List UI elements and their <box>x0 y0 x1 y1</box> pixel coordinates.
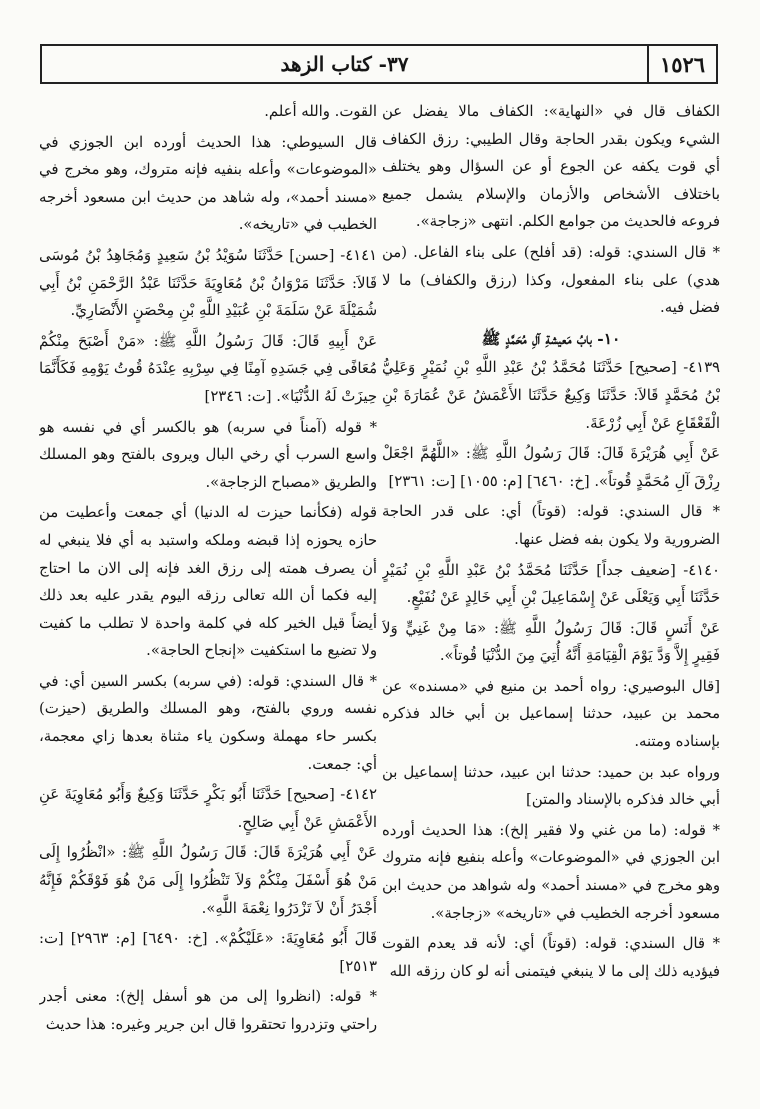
paragraph: [قال البوصيري: رواه أحمد بن منيع في «مسنده» عن محمد بن عبيد، حدثنا إسماعيل بن أبي خالد فذكره بإسناده ومتنه. <box>382 677 720 751</box>
paragraph: * قوله (آمناً في سربه) هو بالكسر أي في نفسه هو واسع السرب أي رخي البال ويروى بالفتح وهو المسلك والطريق «مصباح الزجاجة». <box>39 418 377 491</box>
page-header <box>40 44 718 84</box>
paragraph: * قال السندي: قوله: (في سربه) بكسر السين أي: في نفسه وروي بالفتح، وهو المسلك والطريق (حيزت) بكسر حاء مهملة وسكون ياء مثناة بعدها زاي معجمة، أي: جمعت. <box>39 672 377 773</box>
paragraph: القوت. والله أعلم. <box>264 103 377 120</box>
paragraph: * قال السندي: قوله: (قد أفلح) على بناء الفاعل. (من هدي) على بناء المفعول، وكذا (رزق والكفاف) ما لا فضل فيه. <box>382 243 720 317</box>
paragraph: قال السيوطي: هذا الحديث أورده ابن الجوزي في «الموضوعات» وأعله بنفيه فإنه متروك، وهو مخرج في «مسند أحمد»، وله شاهد من حديث ابن مسعود أخرجه الخطيب في «تاريخه». <box>39 133 377 234</box>
paragraph: الكفاف قال في «النهاية»: الكفاف مالا يفضل عن الشيء ويكون بقدر الحاجة وقال الطيبي: رزق الكفاف أي قوت يكفه عن الجوع أو عن السؤال وهو يختلف باختلاف الأشخاص والأزمان والإسلام يشمل جميع فروعه فالحديث من جوامع الكلم. انتهى «زجاجة». <box>382 103 720 231</box>
hadith-text: عَنْ أَبِيهِ قَالَ: قَالَ رَسُولُ اللَّهِ ﷺ: «مَنْ أَصْبَحَ مِنْكُمْ مُعَافًى فِي جَسَدِهِ آمِنًا فِي سِرْبِهِ عِنْدَهُ قُوتُ يَوْمِهِ فَكَأَنَّمَا حِيزَتْ لَهُ الدُّنْيَا». [ت: ٢٣٤٦] <box>39 332 377 405</box>
chapter-title: ٣٧- كتاب الزهد <box>280 52 409 76</box>
left-column <box>39 98 377 1098</box>
hadith-chain: ٤١٣٩- [صحيح] حَدَّثَنَا مُحَمَّدُ بْنُ عَبْدِ اللَّهِ بْنِ نُمَيْرٍ وَعَلِيُّ بْنُ مُحَمَّدٍ قَالاَ: حَدَّثَنَا وَكِيعٌ حَدَّثَنَا الأَعْمَشُ عَنْ عُمَارَةَ بْنِ الْقَعْقَاعِ عَنْ أَبِي زُرْعَةَ. <box>382 359 720 432</box>
paragraph: قَالَ أَبُو مُعَاوِيَةَ: «عَلَيْكُمْ». [خ: ٦٤٩٠] [م: ٢٩٦٣] [ت: ٢٥١٣] <box>39 930 377 975</box>
paragraph: * قال السندي: قوله: (قوتاً) أي: على قدر الحاجة الضرورية ولا يكون بفه فضل عنها. <box>382 503 720 548</box>
hadith-chain: ٤١٤٢- [صحيح] حَدَّثَنَا أَبُو بَكْرٍ حَدَّثَنَا وَكِيعٌ وَأَبُو مُعَاوِيَةَ عَنِ الأَعْمَشِ عَنْ أَبِي صَالِحٍ. <box>39 786 377 831</box>
hadith-chain: ٤١٤٠- [ضعيف جداً] حَدَّثَنَا مُحَمَّدُ بْنُ عَبْدِ اللَّهِ بْنِ نُمَيْرٍ حَدَّثَنَا أَبِي وَيَعْلَى عَنْ إِسْمَاعِيلَ بْنِ أَبِي خَالِدٍ عَنْ نُفَيْعٍ. <box>382 561 720 607</box>
hadith-chain: ٤١٤١- [حسن] حَدَّثَنَا سُوَيْدُ بْنُ سَعِيدٍ وَمُجَاهِدُ بْنُ مُوسَى قَالاَ: حَدَّثَنَا مَرْوَانُ بْنُ مُعَاوِيَةَ حَدَّثَنَا عَبْدُ الرَّحْمَنِ بْنُ أَبِي شُمَيْلَةَ عَنْ سَلَمَةَ بْنِ عُبَيْدِ اللَّهِ بْنِ مِحْصَنٍ الأَنْصَارِيِّ. <box>39 246 377 320</box>
right-column <box>382 98 720 1098</box>
paragraph: * قال السندي: قوله: (قوتاً) أي: لأنه قد يعدم القوت فيؤديه ذلك إلى ما لا ينبغي فيتمنى أنه لو كان رزقه الله <box>382 935 720 980</box>
section-heading: ١٠- بابُ مَعيشةِ آلِ مُحَمَّدٍ ﷺ <box>481 328 621 348</box>
page-number: ١٥٢٦ <box>647 46 716 82</box>
paragraph: ورواه عبد بن حميد: حدثنا ابن عبيد، حدثنا إسماعيل بن أبي خالد فذكره بالإسناد والمتن] <box>382 763 720 809</box>
hadith-text: عَنْ أَبِي هُرَيْرَةَ قَالَ: قَالَ رَسُولُ اللَّهِ ﷺ: «اللَّهُمَّ اجْعَلْ رِزْقَ آلِ مُحَمَّدٍ قُوتاً». [خ: ٦٤٦٠] [م: ١٠٥٥] [ت: ٢٣٦١] <box>382 445 720 490</box>
paragraph: * قوله: (ما من غني ولا فقير إلخ): هذا الحديث أورده ابن الجوزي في «الموضوعات» وأعله بنفيع فإنه متروك وهو مخرج في «مسند أحمد» وله شواهد من حديث ابن مسعود أخرجه الخطيب في «تاريخه» «زجاجة». <box>382 821 720 922</box>
hadith-text: عَنْ أَبِي هُرَيْرَةَ قَالَ: قَالَ رَسُولُ اللَّهِ ﷺ: «انْظُرُوا إِلَى مَنْ هُوَ أَسْفَلَ مِنْكُمْ وَلاَ تَنْظُرُوا إِلَى مَنْ هُوَ فَوْقَكُمْ فَإِنَّهُ أَجْدَرُ أَنْ لاَ تَزْدَرُوا نِعْمَةَ اللَّهِ». <box>39 844 377 917</box>
paragraph: * قوله: (انظروا إلى من هو أسفل إلخ): معنى أجدر راحتي وتزدروا تحتقروا قال ابن جرير وغيره: هذا حديث <box>39 988 377 1033</box>
hadith-text: عَنْ أَنَسٍ قَالَ: قَالَ رَسُولُ اللَّهِ ﷺ: «مَا مِنْ غَنِيٍّ وَلاَ فَقِيرٍ إِلاَّ وَدَّ يَوْمَ الْقِيَامَةِ أَنَّهُ أُتِيَ مِنَ الدُّنْيَا قُوتاً». <box>382 619 720 665</box>
paragraph: قوله (فكأنما حيزت له الدنيا) أي جمعت وأعطيت من حازه يحوزه إذا قبضه وملكه واستبد به أي فلا ينبغي له أن يصرف همته إلى رزق الغد فإنه إلى الان ما احتاج إليه فكما أن الله تعالى رزقه اليوم يقدر عليه بعد ذلك أيضاً قيل الخير كله في كلمة واحدة لا تطلب ما كفيت ولا تضيع ما استكفيت «إنجاح الحاجة». <box>39 504 377 660</box>
